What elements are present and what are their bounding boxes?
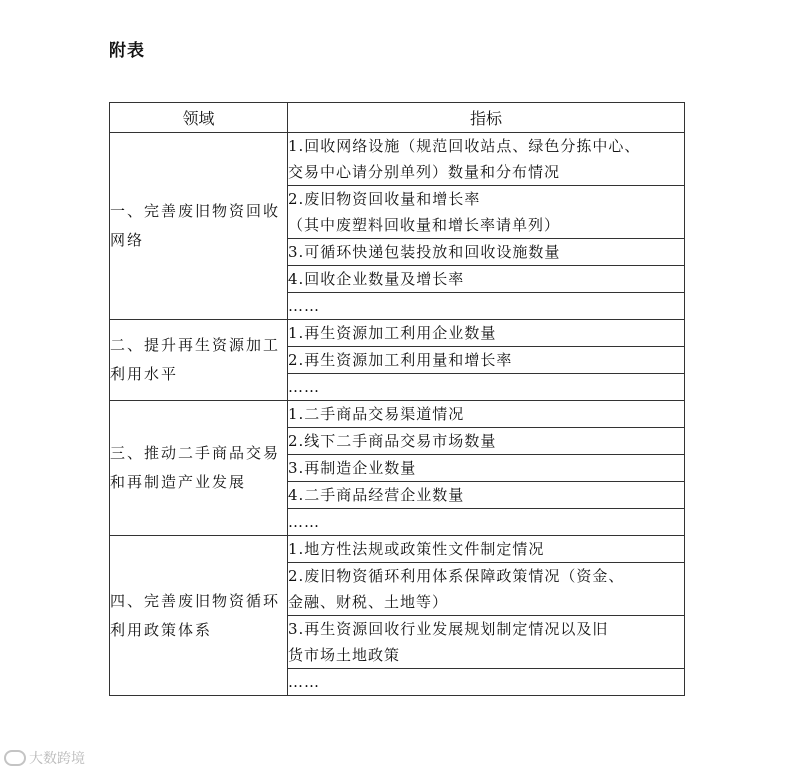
indicator-cell	[288, 266, 685, 293]
indicator-line: ……	[288, 673, 320, 691]
indicator-line: 4.回收企业数量及增长率	[288, 270, 465, 288]
indicator-line: （其中废塑料回收量和增长率请单列）	[288, 216, 561, 234]
indicator-line: 3.再制造企业数量	[288, 459, 417, 477]
indicator-cell	[288, 482, 685, 509]
indicator-line: 1.地方性法规或政策性文件制定情况	[288, 540, 545, 558]
indicator-cell	[288, 320, 685, 347]
indicator-cell	[288, 669, 685, 696]
indicator-table	[109, 102, 685, 696]
indicator-line: 金融、财税、土地等）	[288, 593, 449, 611]
indicator-line: 3.再生资源回收行业发展规划制定情况以及旧	[288, 620, 609, 638]
indicator-line: 3.可循环快递包装投放和回收设施数量	[288, 243, 561, 261]
indicator-line: ……	[288, 378, 320, 396]
indicator-cell	[288, 563, 685, 616]
indicator-cell	[288, 616, 685, 669]
table-row	[110, 320, 685, 347]
domain-cell: 二、提升再生资源加工利用水平	[110, 320, 288, 401]
indicator-cell	[288, 428, 685, 455]
indicator-line: 2.废旧物资回收量和增长率	[288, 190, 481, 208]
indicator-cell	[288, 133, 685, 186]
indicator-line: 1.二手商品交易渠道情况	[288, 405, 465, 423]
indicator-line: 1.再生资源加工利用企业数量	[288, 324, 497, 342]
indicator-cell	[288, 347, 685, 374]
indicator-cell	[288, 509, 685, 536]
domain-cell: 四、完善废旧物资循环利用政策体系	[110, 536, 288, 696]
table-row	[110, 536, 685, 563]
indicator-cell	[288, 186, 685, 239]
watermark	[4, 748, 85, 768]
domain-cell: 三、推动二手商品交易和再制造产业发展	[110, 401, 288, 536]
watermark-logo-icon	[4, 750, 26, 766]
indicator-cell	[288, 239, 685, 266]
indicator-line: 4.二手商品经营企业数量	[288, 486, 465, 504]
indicator-line: 2.再生资源加工利用量和增长率	[288, 351, 513, 369]
page-title: 附表	[109, 41, 145, 61]
indicator-line: ……	[288, 297, 320, 315]
header-domain: 领域	[110, 103, 288, 133]
indicator-cell	[288, 374, 685, 401]
indicator-cell	[288, 455, 685, 482]
table-row	[110, 133, 685, 186]
table-header-row	[110, 103, 685, 133]
indicator-cell	[288, 536, 685, 563]
indicator-cell	[288, 401, 685, 428]
watermark-text: 大数跨境	[29, 751, 85, 767]
header-indicator: 指标	[288, 103, 685, 133]
indicator-line: 1.回收网络设施（规范回收站点、绿色分拣中心、	[288, 137, 641, 155]
table-row	[110, 401, 685, 428]
indicator-line: ……	[288, 513, 320, 531]
indicator-line: 货市场土地政策	[288, 646, 401, 664]
indicator-line: 交易中心请分别单列）数量和分布情况	[288, 163, 561, 181]
indicator-line: 2.线下二手商品交易市场数量	[288, 432, 497, 450]
indicator-cell	[288, 293, 685, 320]
indicator-line: 2.废旧物资循环利用体系保障政策情况（资金、	[288, 567, 625, 585]
domain-cell: 一、完善废旧物资回收网络	[110, 133, 288, 320]
